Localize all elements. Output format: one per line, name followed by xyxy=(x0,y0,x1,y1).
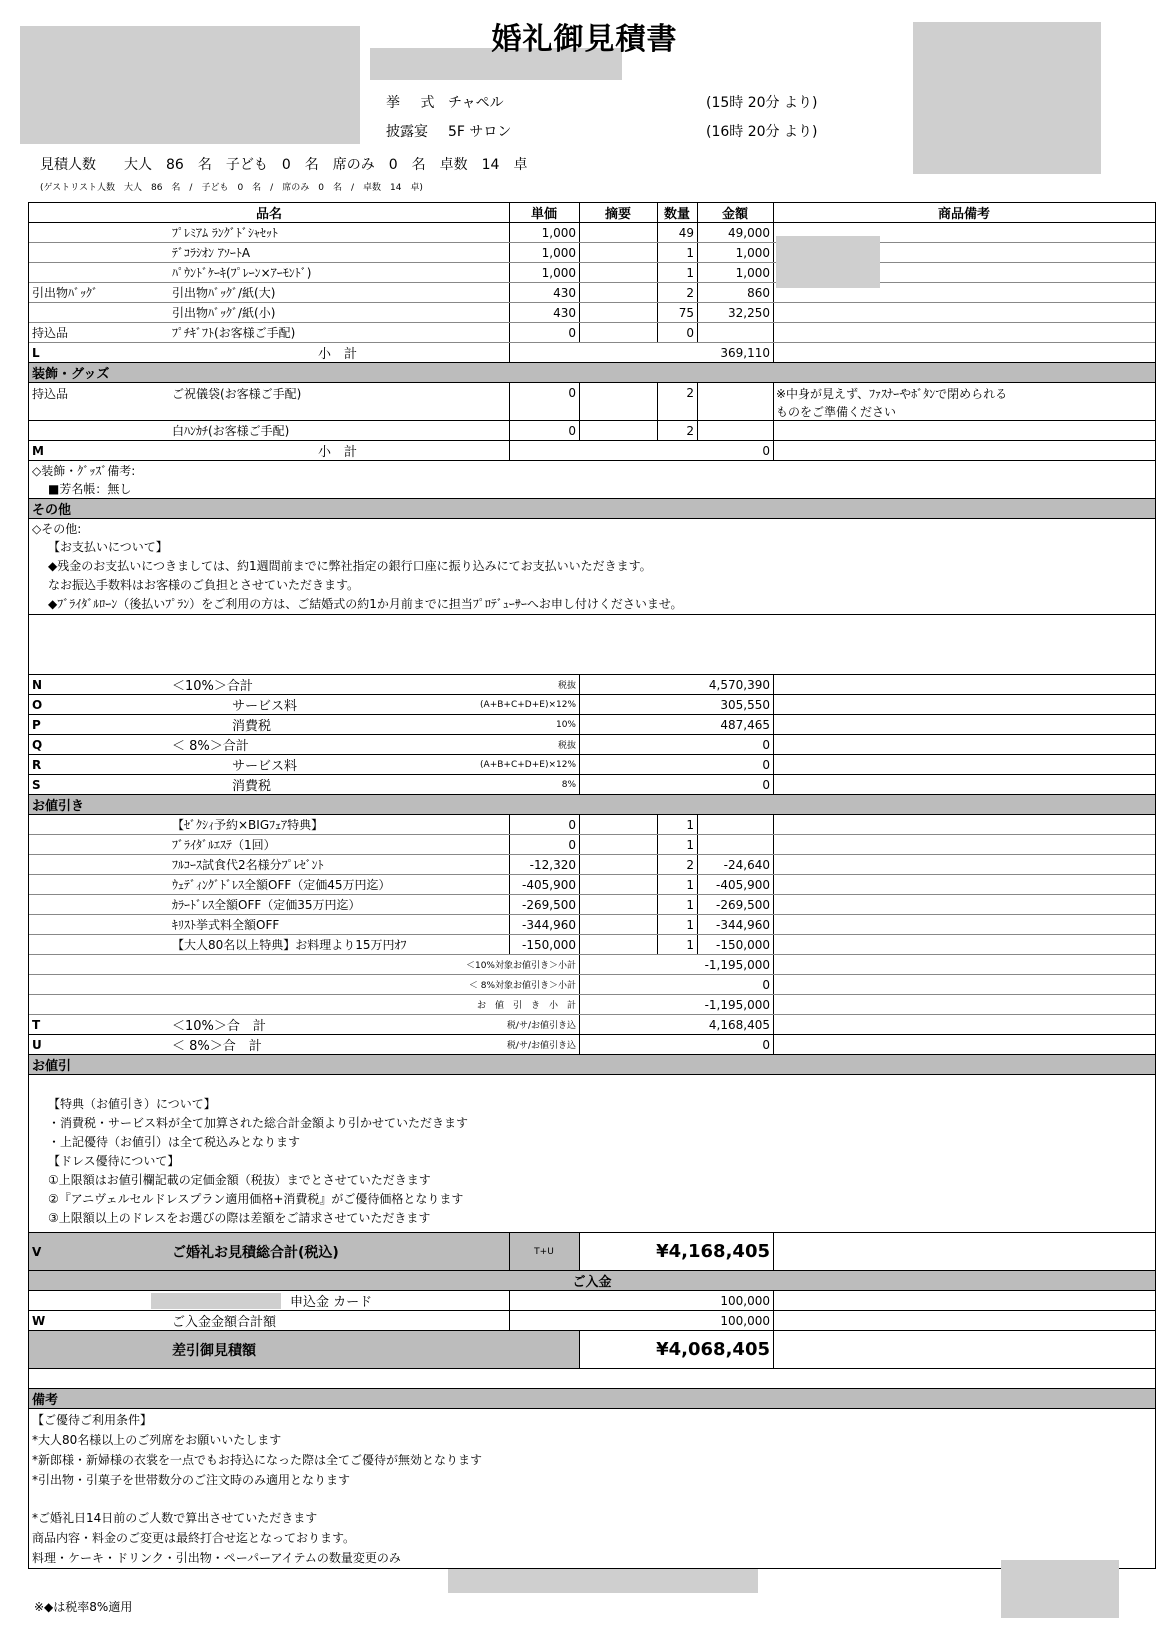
gift-name: ﾌﾟﾚﾐｱﾑ ﾗﾝｸﾞﾄﾞｼｬｾｯﾄ xyxy=(172,226,278,240)
discount-price: -150,000 xyxy=(522,937,576,952)
discount-amount xyxy=(697,815,773,834)
discount-subtotal-amount: 0 xyxy=(762,977,770,992)
gift-category: 引出物ﾊﾞｯｸﾞ xyxy=(32,286,99,300)
grand-total-code: V xyxy=(32,1244,42,1259)
discount-row xyxy=(29,815,1155,835)
total-label: サービス料 xyxy=(232,699,298,714)
gift-price: 430 xyxy=(553,305,576,320)
discount-section-header xyxy=(29,795,1155,815)
ceremony-label: 挙 式 xyxy=(386,95,443,111)
reception-time: (16時 20分 より) xyxy=(706,124,818,140)
deco-notes xyxy=(29,461,1155,499)
deposit-amount: 100,000 xyxy=(720,1293,770,1308)
col-item: 品名 xyxy=(255,207,282,222)
discount2-header: お値引 xyxy=(32,1059,72,1074)
gift-amount: 1,000 xyxy=(735,245,770,260)
discount-subtotal-row xyxy=(29,995,1155,1015)
total-label: ＜ 8%＞合計 xyxy=(172,739,249,754)
after-total-label: ＜10%＞合 計 xyxy=(172,1019,266,1034)
other-note-line: ◇その他: xyxy=(32,522,82,536)
deco-cat xyxy=(29,421,169,440)
after-total-row xyxy=(29,1015,1155,1035)
total-label: サービス料 xyxy=(232,759,298,774)
subtotal-m-row xyxy=(29,441,1155,461)
deposit-total-amount: 100,000 xyxy=(720,1313,770,1328)
discount-section xyxy=(29,815,1155,955)
remarks-header: 備考 xyxy=(32,1393,59,1408)
total-amount: 487,465 xyxy=(720,717,770,732)
remark-line: *新郎様・新婦様の衣裳を一点でもお持込になった際は全てご優待が無効となります xyxy=(32,1453,483,1467)
footer-note-line: 料理・ケーキ・ドリンク・引出物・ペーパーアイテムの数量変更のみ xyxy=(32,1551,401,1565)
total-row xyxy=(29,675,1155,695)
remark-line: *引出物・引菓子を世帯数分のご注文時のみ適用となります xyxy=(32,1473,351,1487)
subtotal-l-amount: 369,110 xyxy=(720,345,770,360)
remarks-notes xyxy=(29,1409,1155,1569)
discount-qty: 1 xyxy=(686,837,694,852)
deco-cat: 持込品 xyxy=(32,386,69,401)
other-header: その他 xyxy=(32,503,72,518)
discount-row xyxy=(29,895,1155,915)
discount-name: 【ｾﾞｸｼｨ予約×BIGﾌｪｱ特典】 xyxy=(172,818,324,832)
total-row xyxy=(29,735,1155,755)
total-note: 税抜 xyxy=(557,681,576,691)
deco-section-header xyxy=(29,363,1155,383)
total-code: O xyxy=(32,697,43,712)
col-summary: 摘要 xyxy=(604,207,631,222)
totals-section xyxy=(29,675,1155,795)
after-total-label: ＜ 8%＞合 計 xyxy=(172,1039,262,1054)
deposit-row xyxy=(29,1291,1155,1311)
discount2-section-header xyxy=(29,1055,1155,1075)
discount-subtotal-label: お 値 引 き 小 計 xyxy=(476,1001,576,1011)
discount2-note-line: ・消費税・サービス料が全て加算された総合計金額より引かせていただきます xyxy=(48,1116,469,1130)
tax-note: ※◆は税率8%適用 xyxy=(34,1600,133,1614)
remark-line: 【ご優待ご利用条件】 xyxy=(32,1413,153,1427)
gift-qty: 49 xyxy=(678,225,694,240)
total-code: S xyxy=(32,777,41,792)
discount-amount: -344,960 xyxy=(716,917,770,932)
reception-label: 披露宴 xyxy=(386,124,428,140)
gift-row xyxy=(29,283,1155,303)
discount-name: ｷﾘｽﾄ挙式料全額OFF xyxy=(172,918,280,932)
other-note-line: ◆ﾌﾞﾗｲﾀﾞﾙﾛｰﾝ（後払いﾌﾟﾗﾝ）をご利用の方は、ご結婚式の約1か月前までに担当ﾌﾟﾛﾃﾞｭｰｻｰへお申し付けくださいませ。 xyxy=(48,597,683,611)
discount-row xyxy=(29,935,1155,955)
redacted-footer-stamp xyxy=(1001,1560,1119,1618)
discount-row xyxy=(29,835,1155,855)
subtotal-l-label: 小 計 xyxy=(318,347,358,362)
discount-name: ﾌﾞﾗｲﾀﾞﾙｴｽﾃ（1回） xyxy=(172,838,276,852)
discount-price: 0 xyxy=(568,817,576,832)
gift-price: 0 xyxy=(568,325,576,340)
balance-amount: ¥4,068,405 xyxy=(656,1339,770,1360)
gifts-section xyxy=(29,223,1155,343)
discount-qty: 1 xyxy=(686,937,694,952)
gift-name: ﾌﾟﾁｷﾞﾌﾄ(お客様ご手配) xyxy=(172,326,296,340)
discount-name: ﾌﾙｺｰｽ試食代2名様分ﾌﾟﾚｾﾞﾝﾄ xyxy=(172,858,324,872)
deposit-header: ご入金 xyxy=(572,1275,612,1290)
ceremony-place: チャペル xyxy=(448,95,504,111)
redacted-footer-block xyxy=(448,1569,758,1593)
gift-row xyxy=(29,243,1155,263)
discount-price: -12,320 xyxy=(529,857,576,872)
deco-price: 0 xyxy=(568,386,576,400)
gift-name: ﾃﾞｺﾗｼｵﾝ ｱｿｰﾄA xyxy=(172,246,251,260)
discount-price: -405,900 xyxy=(522,877,576,892)
discount2-notes xyxy=(29,1075,1155,1233)
after-total-code: U xyxy=(32,1037,42,1052)
discount-name: ｳｪﾃﾞｨﾝｸﾞﾄﾞﾚｽ全額OFF（定価45万円迄） xyxy=(172,878,391,892)
total-label: 消費税 xyxy=(232,719,272,734)
discount-qty: 1 xyxy=(686,817,694,832)
after-totals xyxy=(29,1015,1155,1055)
discount-qty: 1 xyxy=(686,917,694,932)
total-amount: 0 xyxy=(762,777,770,792)
total-row xyxy=(29,715,1155,735)
col-remarks: 商品備考 xyxy=(937,207,990,222)
total-amount: 0 xyxy=(762,757,770,772)
gift-qty: 75 xyxy=(678,305,694,320)
other-notes xyxy=(29,519,1155,615)
total-note: (A+B+C+D+E)×12% xyxy=(480,699,576,710)
total-note: (A+B+C+D+E)×12% xyxy=(480,759,576,770)
gift-category xyxy=(29,223,169,242)
deco-note-line: ◇装飾・ｸﾞｯｽﾞ備考: xyxy=(32,464,136,478)
total-amount: 305,550 xyxy=(720,697,770,712)
discount-subtotal-amount: -1,195,000 xyxy=(704,997,770,1012)
discount-amount: -150,000 xyxy=(716,937,770,952)
discount-amount: -405,900 xyxy=(716,877,770,892)
col-amount: 金額 xyxy=(721,207,748,222)
remarks-section-header xyxy=(29,1389,1155,1409)
footer-note-line: 商品内容・料金のご変更は最終打合せ迄となっております。 xyxy=(32,1531,356,1545)
gift-row xyxy=(29,323,1155,343)
deposit-total-row xyxy=(29,1311,1155,1331)
total-label: 消費税 xyxy=(232,779,272,794)
subtotal-l-code: L xyxy=(32,345,40,360)
total-note: 税抜 xyxy=(557,741,576,751)
gift-name: ﾊﾟｳﾝﾄﾞｹｰｷ(ﾌﾟﾚｰﾝ×ｱｰﾓﾝﾄﾞ) xyxy=(172,266,312,280)
gift-amount xyxy=(697,323,773,342)
deco-qty: 2 xyxy=(686,386,694,400)
gift-name: 引出物ﾊﾞｯｸﾞ/紙(小) xyxy=(172,306,276,320)
discount2-note-line: ①上限額はお値引欄記載の定価金額（税抜）までとさせていただきます xyxy=(48,1173,431,1187)
deposit-total-code: W xyxy=(32,1313,46,1328)
after-total-amount: 4,168,405 xyxy=(708,1017,770,1032)
discount-subtotal-label: ＜ 8%対象お値引き＞小計 xyxy=(468,981,576,991)
discount-price: -344,960 xyxy=(522,917,576,932)
after-total-code: T xyxy=(32,1017,41,1032)
discount2-note-line: ②『アニヴェルセルドレスプラン適用価格+消費税』がご優待価格となります xyxy=(48,1192,464,1206)
col-unit-price: 単価 xyxy=(530,207,557,222)
discount-subtotal-label: ＜10%対象お値引き＞小計 xyxy=(465,961,576,971)
deco-qty: 2 xyxy=(686,423,694,438)
grand-total-row xyxy=(29,1233,1155,1271)
gift-category: 持込品 xyxy=(32,326,69,340)
total-row xyxy=(29,695,1155,715)
total-code: Q xyxy=(32,737,43,752)
deco-header: 装飾・グッズ xyxy=(32,367,110,382)
balance-label: 差引御見積額 xyxy=(172,1342,256,1359)
discount-amount: -24,640 xyxy=(723,857,770,872)
deco-price: 0 xyxy=(568,423,576,438)
blank-row xyxy=(29,615,1155,675)
gift-qty: 1 xyxy=(686,265,694,280)
deco-row xyxy=(29,383,1155,421)
discount-qty: 1 xyxy=(686,897,694,912)
total-code: R xyxy=(32,757,42,772)
gift-qty: 0 xyxy=(686,325,694,340)
total-row xyxy=(29,755,1155,775)
gift-row xyxy=(29,223,1155,243)
discount-amount: -269,500 xyxy=(716,897,770,912)
discount-row xyxy=(29,855,1155,875)
gift-price: 1,000 xyxy=(541,245,576,260)
discount-subtotal-row xyxy=(29,975,1155,995)
discount-qty: 1 xyxy=(686,877,694,892)
gift-price: 430 xyxy=(553,285,576,300)
discount-price: 0 xyxy=(568,837,576,852)
page-title: 婚礼御見積書 xyxy=(491,22,678,57)
grand-total-amount: ¥4,168,405 xyxy=(656,1241,770,1262)
deco-remark-2: ものをご準備ください xyxy=(776,404,897,419)
estimate-count: 見積人数 大人 86 名 子ども 0 名 席のみ 0 名 卓数 14 卓 xyxy=(40,157,528,173)
total-code: P xyxy=(32,717,41,732)
redacted-deposit-date xyxy=(151,1293,281,1309)
gift-row xyxy=(29,303,1155,323)
total-amount: 0 xyxy=(762,737,770,752)
gift-qty: 1 xyxy=(686,245,694,260)
gift-category xyxy=(29,263,169,282)
total-label: ＜10%＞合計 xyxy=(172,679,253,694)
subtotal-m-amount: 0 xyxy=(762,443,770,458)
other-note-line: 【お支払いについて】 xyxy=(48,540,168,554)
subtotal-m-label: 小 計 xyxy=(318,445,358,460)
deposit-total-label: ご入金金額合計額 xyxy=(172,1315,277,1330)
discount2-note-line: ③上限額以上のドレスをお選びの際は差額をご請求させていただきます xyxy=(48,1211,431,1225)
other-note-line: なお振込手数料はお客様のご負担とさせていただきます。 xyxy=(48,578,360,592)
balance-row xyxy=(29,1331,1155,1369)
blank-row xyxy=(29,1369,1155,1389)
redacted-gift-remark xyxy=(776,236,880,288)
deco-remark-1: ※中身が見えず、ﾌｧｽﾅｰやﾎﾞﾀﾝで閉められる xyxy=(776,386,1008,401)
discount-subtotal-row xyxy=(29,955,1155,975)
discount2-note-line: 【特典（お値引き）について】 xyxy=(48,1097,216,1111)
column-header-row xyxy=(29,203,1155,223)
deco-name: 白ﾊﾝｶﾁ(お客様ご手配) xyxy=(172,424,290,438)
after-total-note: 税/サ/お値引き込 xyxy=(506,1021,576,1031)
discount-row xyxy=(29,875,1155,895)
grand-total-label: ご婚礼お見積総合計(税込) xyxy=(172,1244,339,1261)
gift-price: 1,000 xyxy=(541,225,576,240)
discount-qty: 2 xyxy=(686,857,694,872)
total-code: N xyxy=(32,677,43,692)
after-total-row xyxy=(29,1035,1155,1055)
gift-amount: 49,000 xyxy=(728,225,770,240)
discount2-note-line: 【ドレス優待について】 xyxy=(48,1154,180,1168)
discount-row xyxy=(29,915,1155,935)
gift-row xyxy=(29,263,1155,283)
subtotal-m-code: M xyxy=(32,443,44,458)
deposit-label: 申込金 カード xyxy=(290,1295,373,1310)
guest-list-count: (ゲストリスト人数 大人 86 名 / 子ども 0 名 / 席のみ 0 名 / 卓数 14 卓) xyxy=(40,183,423,193)
remark-line: *大人80名様以上のご列席をお願いいたします xyxy=(32,1433,282,1447)
ceremony-time: (15時 20分 より) xyxy=(706,95,818,111)
discount2-note-line: ・上記優待（お値引）は全て税込みとなります xyxy=(48,1135,301,1149)
discount-amount xyxy=(697,835,773,854)
other-note-line: ◆残金のお支払いにつきましては、約1週間前までに弊社指定の銀行口座に振り込みにてお支払いいただきます。 xyxy=(48,559,652,573)
gift-amount: 1,000 xyxy=(735,265,770,280)
discount-subtotal-amount: -1,195,000 xyxy=(704,957,770,972)
discount-name: 【大人80名以上特典】お料理より15万円ｵﾌ xyxy=(172,938,407,952)
gift-amount: 32,250 xyxy=(728,305,770,320)
gift-amount: 860 xyxy=(747,285,770,300)
estimate-sheet xyxy=(28,202,1156,1569)
total-row xyxy=(29,775,1155,795)
total-note: 8% xyxy=(561,779,576,790)
total-amount: 4,570,390 xyxy=(708,677,770,692)
gift-qty: 2 xyxy=(686,285,694,300)
discount-subtotals xyxy=(29,955,1155,1015)
subtotal-l-row xyxy=(29,343,1155,363)
footer-note-line: *ご婚礼日14日前のご人数で算出させていただきます xyxy=(32,1511,318,1525)
grand-total-formula: T+U xyxy=(534,1246,554,1257)
discount-price: -269,500 xyxy=(522,897,576,912)
total-note: 10% xyxy=(555,719,576,730)
deco-row xyxy=(29,421,1155,441)
col-qty: 数量 xyxy=(663,207,690,222)
gift-price: 1,000 xyxy=(541,265,576,280)
reception-place: 5F サロン xyxy=(448,124,512,140)
deposit-section-header xyxy=(29,1271,1155,1291)
gift-category xyxy=(29,303,169,322)
gift-name: 引出物ﾊﾞｯｸﾞ/紙(大) xyxy=(172,286,276,300)
discount-name: ｶﾗｰﾄﾞﾚｽ全額OFF（定価35万円迄） xyxy=(172,898,361,912)
after-total-note: 税/サ/お値引き込 xyxy=(506,1041,576,1051)
after-total-amount: 0 xyxy=(762,1037,770,1052)
gift-category xyxy=(29,243,169,262)
discount-header: お値引き xyxy=(32,799,85,814)
deco-name: ご祝儀袋(お客様ご手配) xyxy=(172,386,302,401)
deco-note-line: ■芳名帳：無し xyxy=(48,482,132,496)
other-section-header xyxy=(29,499,1155,519)
